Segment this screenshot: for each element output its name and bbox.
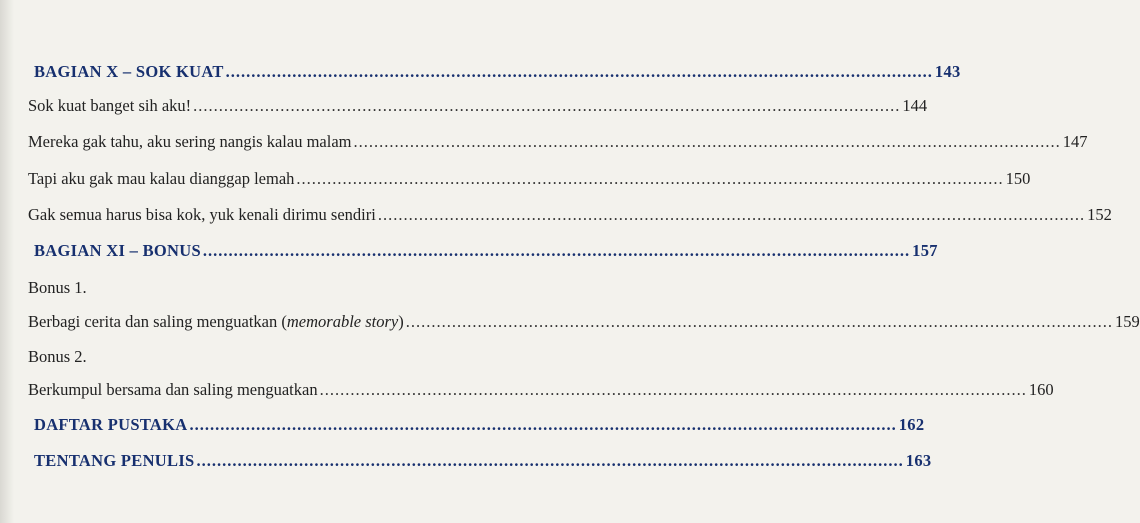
dot-leader: .......................................................................................................................................... [353, 132, 1061, 151]
dot-leader: .......................................................................................................................................... [225, 62, 933, 81]
bonus-1-title: Bonus 1. [28, 278, 87, 297]
toc-page-number: 147 [1062, 132, 1088, 151]
toc-page-number: 159 [1114, 312, 1140, 331]
toc-page-number: 160 [1028, 380, 1054, 399]
dot-leader: .......................................................................................................................................... [296, 169, 1004, 188]
bonus-2-title: Bonus 2. [28, 347, 87, 366]
dot-leader: .......................................................................................................................................... [202, 241, 911, 260]
dot-leader: .......................................................................................................................................... [319, 380, 1027, 399]
toc-entry-label: Sok kuat banget sih aku! [28, 96, 192, 115]
toc-page-number: 143 [934, 62, 961, 81]
toc-entry-label: Berkumpul bersama dan saling menguatkan [28, 380, 318, 399]
toc-entry [28, 169, 1031, 189]
toc-entry-label: Berbagi cerita dan saling menguatkan (memorable story) [28, 312, 404, 331]
toc-entry-label: Mereka gak tahu, aku sering nangis kalau malam [28, 132, 352, 151]
dot-leader: .......................................................................................................................................... [405, 312, 1113, 331]
toc-page-number: 162 [898, 415, 925, 434]
toc-heading-label: DAFTAR PUSTAKA [34, 415, 188, 434]
toc-page-number: 150 [1005, 169, 1031, 188]
toc-entry-bonus-2 [28, 380, 1054, 400]
toc-heading-bagian-xi [34, 241, 938, 261]
toc-entry [28, 96, 928, 116]
toc-page-number: 163 [905, 451, 932, 470]
toc-entry [28, 132, 1088, 152]
toc-heading-daftar-pustaka [34, 415, 925, 435]
toc-page-number: 144 [902, 96, 928, 115]
dot-leader: .......................................................................................................................................... [377, 205, 1086, 224]
italic-phrase: memorable story [286, 312, 399, 331]
toc-page-number: 152 [1087, 205, 1112, 224]
dot-leader: .......................................................................................................................................... [189, 415, 897, 434]
toc-heading-label: TENTANG PENULIS [34, 451, 195, 470]
dot-leader: .......................................................................................................................................... [196, 451, 904, 470]
toc-heading-bagian-x [34, 62, 961, 82]
toc-heading-label: BAGIAN XI – BONUS [34, 241, 201, 260]
dot-leader: .......................................................................................................................................... [193, 96, 901, 115]
toc-heading-label: BAGIAN X – SOK KUAT [34, 62, 224, 81]
toc-entry-bonus-1 [28, 312, 1140, 332]
toc-entry-label: Gak semua harus bisa kok, yuk kenali dirimu sendiri [28, 205, 376, 224]
toc-heading-tentang-penulis [34, 451, 932, 471]
toc-entry [28, 205, 1112, 225]
toc-page-number: 157 [912, 241, 938, 260]
toc-entry-label: Tapi aku gak mau kalau dianggap lemah [28, 169, 295, 188]
page-fold-shadow [0, 0, 14, 523]
